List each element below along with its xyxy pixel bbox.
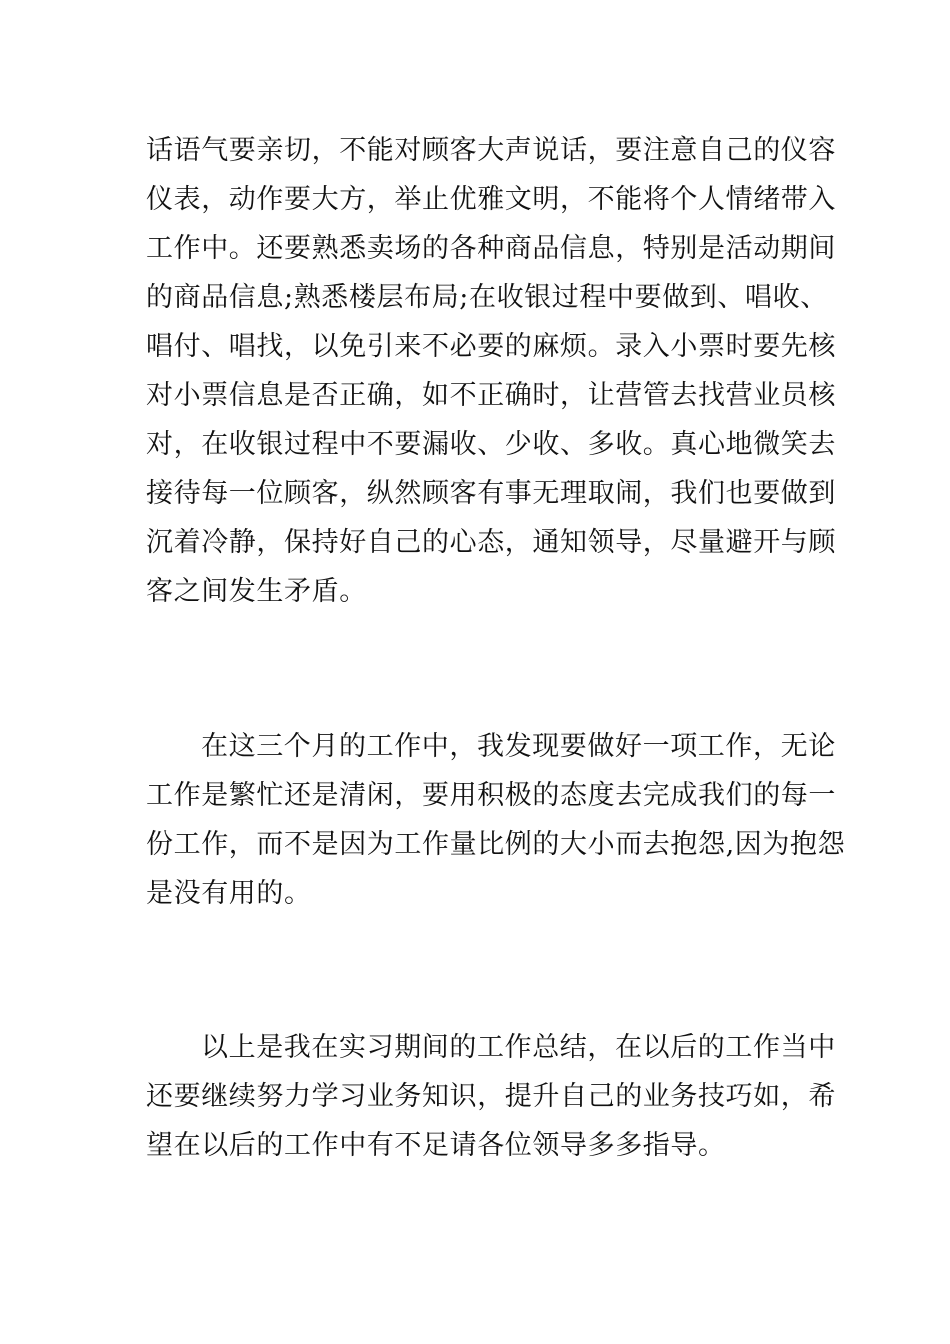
paragraph-line: 仪表，动作要大方，举止优雅文明，不能将个人情绪带入 (146, 184, 836, 215)
paragraph-line: 的商品信息;熟悉楼层布局;在收银过程中要做到、唱收、 (146, 282, 828, 313)
paragraph-line: 望在以后的工作中有不足请各位领导多多指导。 (146, 1130, 726, 1161)
paragraph-1 (146, 126, 836, 616)
paragraph-line: 以上是我在实习期间的工作总结，在以后的工作当中 (201, 1032, 836, 1063)
paragraph-line: 客之间发生矛盾。 (146, 576, 367, 607)
paragraph-line: 份工作，而不是因为工作量比例的大小而去抱怨,因为抱怨 (146, 829, 846, 860)
paragraph-3 (146, 1023, 836, 1170)
paragraph-line: 话语气要亲切，不能对顾客大声说话，要注意自己的仪容 (146, 135, 836, 166)
paragraph-line: 对，在收银过程中不要漏收、少收、多收。真心地微笑去 (146, 429, 836, 460)
paragraph-line: 是没有用的。 (146, 878, 312, 909)
paragraph-line: 对小票信息是否正确，如不正确时，让营管去找营业员核 (146, 380, 836, 411)
paragraph-2 (146, 722, 846, 918)
paragraph-line: 在这三个月的工作中，我发现要做好一项工作，无论 (201, 731, 836, 762)
paragraph-line: 工作中。还要熟悉卖场的各种商品信息，特别是活动期间 (146, 233, 836, 264)
paragraph-line: 唱付、唱找，以免引来不必要的麻烦。录入小票时要先核 (146, 331, 836, 362)
paragraph-line: 工作是繁忙还是清闲，要用积极的态度去完成我们的每一 (146, 780, 836, 811)
paragraph-line: 还要继续努力学习业务知识，提升自己的业务技巧如，希 (146, 1081, 836, 1112)
paragraph-line: 接待每一位顾客，纵然顾客有事无理取闹，我们也要做到 (146, 478, 836, 509)
paragraph-line: 沉着冷静，保持好自己的心态，通知领导，尽量避开与顾 (146, 527, 836, 558)
